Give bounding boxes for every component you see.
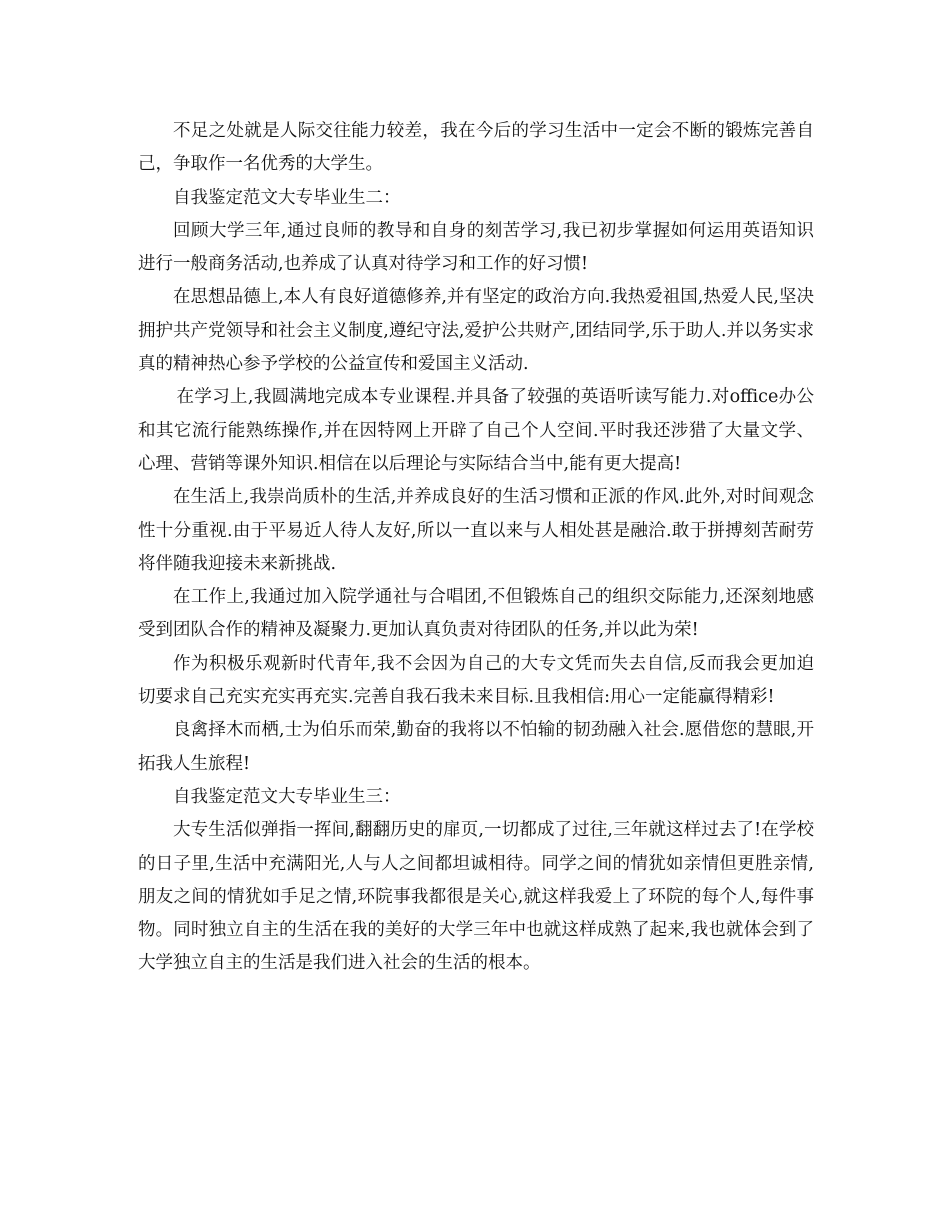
paragraph-morality: 在思想品德上,本人有良好道德修养,并有坚定的政治方向.我热爱祖国,热爱人民,坚决拥护共产党领导和社会主义制度,遵纪守法,爱护公共财产,团结同学,乐于助人.并以务实求真的精神热心参予学校的公益宣传和爱国主义活动. [138,287,814,375]
section-heading-two: 自我鉴定范文大专毕业生二： [173,187,401,208]
paragraph-closing: 良禽择木而栖,士为伯乐而荣,勤奋的我将以不怕输的韧劲融入社会.愿借您的慧眼,开拓我人生旅程! [138,720,814,774]
paragraph-confidence: 作为积极乐观新时代青年,我不会因为自己的大专文凭而失去自信,反而我会更加迫切要求自己充实充实再充实.完善自我石我未来目标.且我相信:用心一定能赢得精彩! [138,653,814,708]
paragraph-college-life: 大专生活似弹指一挥间,翻翻历史的扉页,一切都成了过往,三年就这样过去了!在学校的日子里,生活中充满阳光,人与人之间都坦诚相待。同学之间的情犹如亲情但更胜亲情,朋友之间的情犹如手足之情,环院事我都很是关心,就这样我爱上了环院的每个人,每件事物。同时独立自主的生活在我的美好的大学三年中也就这样成熟了起来,我也就体会到了大学独立自主的生活是我们进入社会的生活的根本。 [138,820,814,974]
section-heading-three: 自我鉴定范文大专毕业生三： [173,786,401,807]
paragraph-weakness: 不足之处就是人际交往能力较差，我在今后的学习生活中一定会不断的锻炼完善自己，争取作一名优秀的大学生。 [138,121,814,175]
paragraph-life: 在生活上,我崇尚质朴的生活,并养成良好的生活习惯和正派的作风.此外,对时间观念性十分重视.由于平易近人待人友好,所以一直以来与人相处甚是融洽.敢于拼搏刻苦耐劳将伴随我迎接未来新挑战. [138,487,814,574]
paragraph-study: 在学习上,我圆满地完成本专业课程.并具备了较强的英语听读写能力.对office办公和其它流行能熟练操作,并在因特网上开辟了自己个人空间.平时我还涉猎了大量文学、心理、营销等课外知识.相信在以后理论与实际结合当中,能有更大提高! [138,387,814,474]
paragraph-work: 在工作上,我通过加入院学通社与合唱团,不但锻炼自己的组织交际能力,还深刻地感受到团队合作的精神及凝聚力.更加认真负责对待团队的任务,并以此为荣! [138,587,814,641]
paragraph-review: 回顾大学三年,通过良师的教导和自身的刻苦学习,我已初步掌握如何运用英语知识进行一般商务活动,也养成了认真对待学习和工作的好习惯! [138,220,814,275]
document-body [138,115,814,981]
